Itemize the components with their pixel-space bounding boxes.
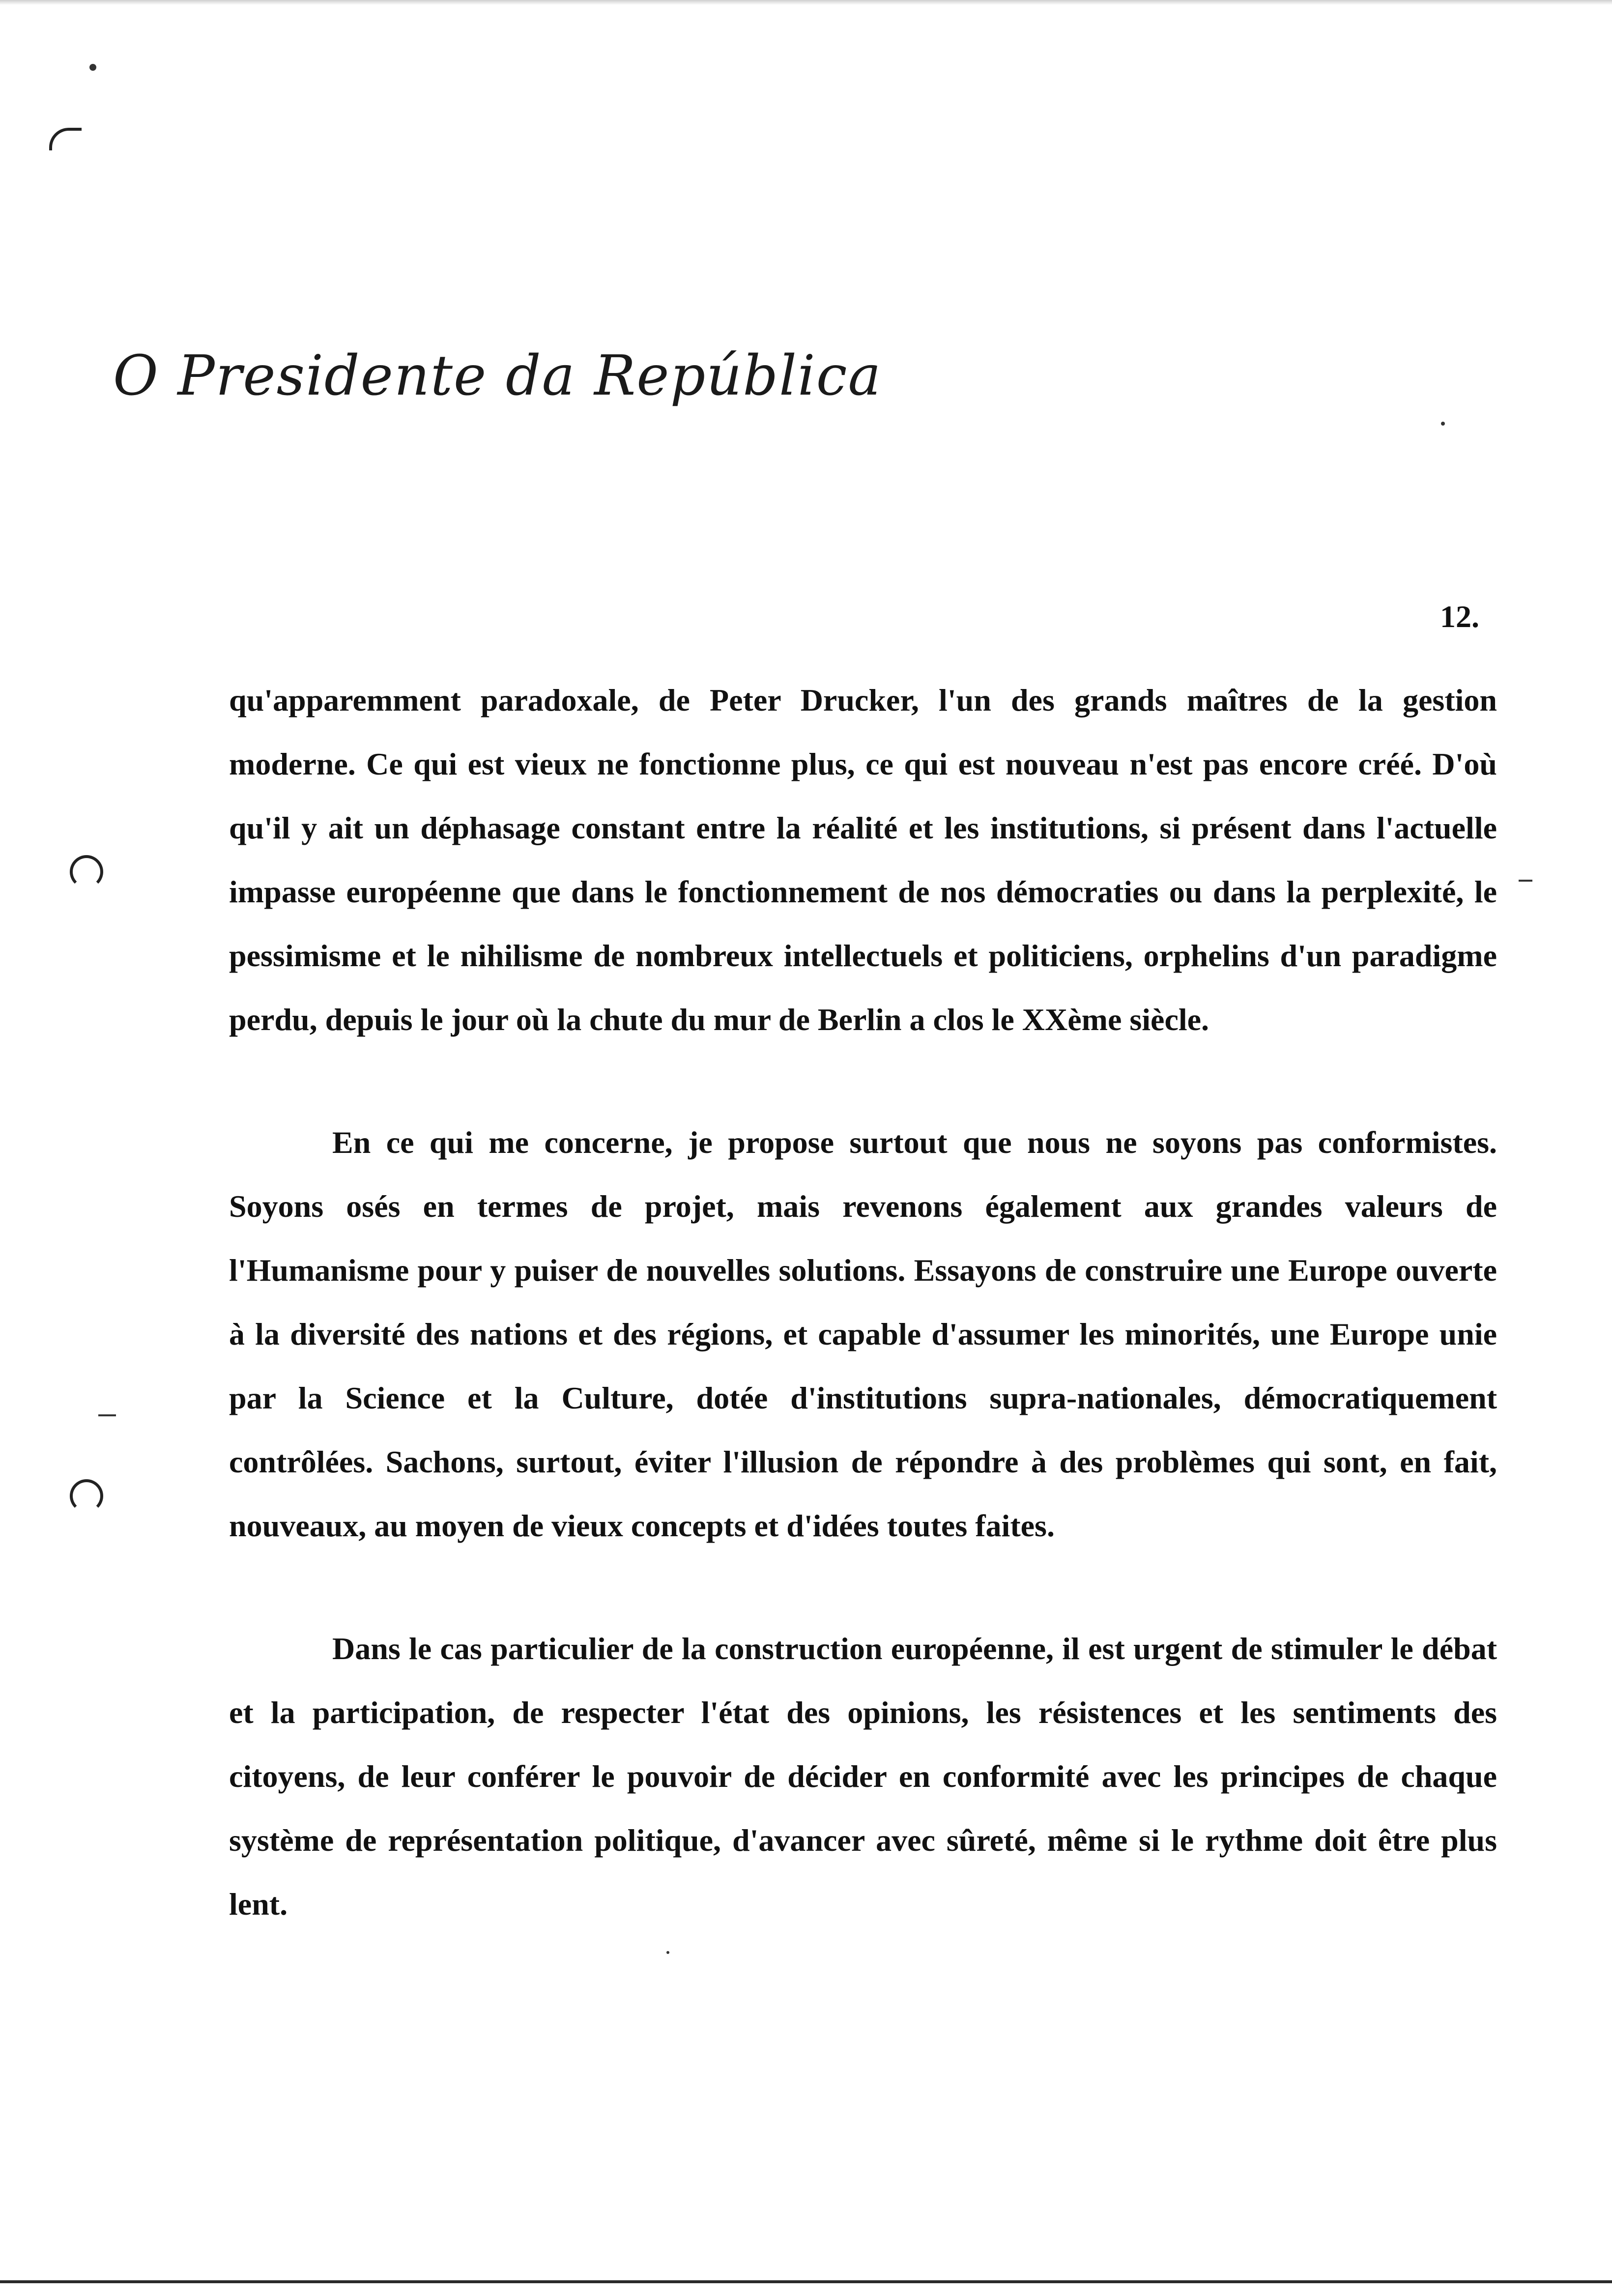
scan-speck	[1441, 422, 1445, 426]
paragraph-2: En ce qui me concerne, je propose surtout que nous ne soyons pas conformistes. Soyons osés en termes de projet, mais revenons également aux grandes valeurs de l'Humanisme pour y puiser de nouvelles solutions. Essayons de construire une Europe ouverte à la diversité des nations et des régions, et capable d'assumer les minorités, une Europe unie par la Science et la Culture, dotée d'institutions supra-nationales, démocratiquement contrôlées. Sachons, surtout, éviter l'illusion de répondre à des problèmes qui sont, en fait, nouveaux, au moyen de vieux concepts et d'idées toutes faites.	[229, 1125, 1497, 1543]
scan-bottom-rule	[0, 2280, 1612, 2283]
page-number: 12.	[1440, 599, 1479, 634]
scan-speck	[666, 1951, 669, 1954]
paragraph-1: qu'apparemment paradoxale, de Peter Drucker, l'un des grands maîtres de la gestion moderne. Ce qui est vieux ne fonctionne plus, ce qui est nouveau n'est pas encore créé. D'où qu'il y ait un déphasage constant entre la réalité et les institutions, si présent dans l'actuelle impasse européenne que dans le fonctionnement de nos démocraties ou dans la perplexité, le pessimisme et le nihilisme de nombreux intellectuels et politiciens, orphelins d'un paradigme perdu, depuis le jour où la chute du mur de Berlin a clos le XXème siècle.	[229, 683, 1497, 1037]
punch-hole-icon	[70, 855, 103, 889]
punch-hole-icon	[70, 1479, 103, 1513]
letterhead-title: O Presidente da República	[113, 344, 882, 408]
letter-body	[229, 668, 1497, 1936]
scan-artifact-hook	[49, 128, 82, 150]
margin-mark	[1519, 880, 1532, 882]
scan-speck	[89, 64, 96, 71]
scan-top-edge	[0, 0, 1612, 5]
margin-mark	[98, 1414, 116, 1416]
paragraph-3: Dans le cas particulier de la construction européenne, il est urgent de stimuler le débat et la participation, de respecter l'état des opinions, les résistences et les sentiments des citoyens, de leur conférer le pouvoir de décider en conformité avec les principes de chaque système de représentation politique, d'avancer avec sûreté, même si le rythme doit être plus lent.	[229, 1631, 1497, 1922]
